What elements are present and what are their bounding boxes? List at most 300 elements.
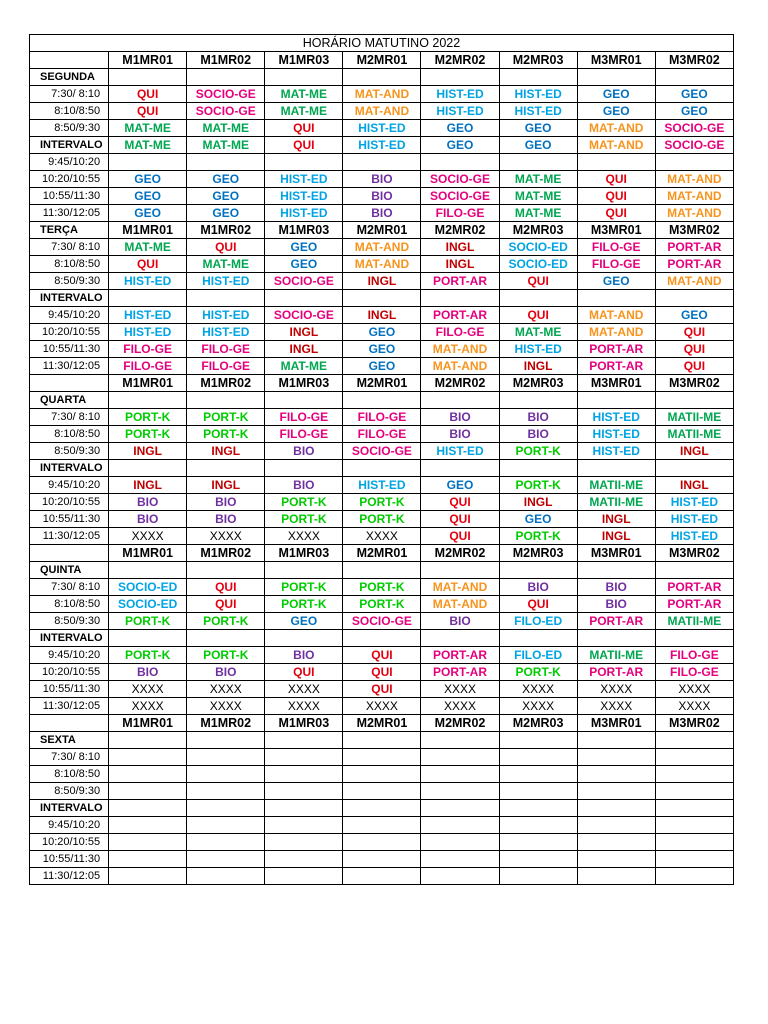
subject-cell: SOCIO-GE [421,188,499,205]
subject-cell [655,868,733,885]
subject-cell [655,783,733,800]
subject-cell: GEO [265,256,343,273]
day-row [30,562,734,579]
day-label: INTERVALO [30,630,109,647]
subject-cell [343,630,421,647]
time-slot-row [30,341,734,358]
subject-cell: MAT-ME [265,86,343,103]
subject-cell: SOCIO-GE [655,137,733,154]
time-slot-label: 10:55/11:30 [30,681,109,698]
subject-cell [109,562,187,579]
subject-cell: MAT-AND [343,239,421,256]
subject-cell: MATII-ME [577,494,655,511]
time-slot-label: 10:55/11:30 [30,511,109,528]
subject-cell: PORT-K [109,426,187,443]
time-slot-label: 11:30/12:05 [30,698,109,715]
subject-cell: MATII-ME [655,409,733,426]
subject-cell: MAT-ME [265,103,343,120]
time-slot-label: 7:30/ 8:10 [30,409,109,426]
class-column-header: M1MR03 [265,222,343,239]
subject-cell: INGL [343,273,421,290]
subject-cell: MAT-ME [109,120,187,137]
class-column-header: M1MR03 [265,715,343,732]
subject-cell: QUI [343,681,421,698]
subject-cell: XXXX [577,681,655,698]
subject-cell: FILO-GE [265,409,343,426]
subject-cell: PORT-K [265,579,343,596]
subject-cell [655,562,733,579]
subject-cell: MAT-AND [655,171,733,188]
day-label: INTERVALO [30,290,109,307]
subject-cell: PORT-AR [577,613,655,630]
subject-cell [577,290,655,307]
subject-cell: GEO [499,120,577,137]
time-slot-row [30,307,734,324]
subject-cell: XXXX [265,681,343,698]
time-slot-row [30,154,734,171]
time-slot-row [30,868,734,885]
subject-cell [421,460,499,477]
subject-cell: PORT-K [187,426,265,443]
time-slot-label: 11:30/12:05 [30,528,109,545]
subject-cell: INGL [421,256,499,273]
subject-cell: FILO-GE [421,205,499,222]
day-row [30,800,734,817]
subject-cell [265,800,343,817]
time-slot-label: 7:30/ 8:10 [30,749,109,766]
subject-cell [577,460,655,477]
subject-cell: PORT-AR [655,596,733,613]
time-slot-label: 11:30/12:05 [30,205,109,222]
subject-cell [499,69,577,86]
time-slot-row [30,120,734,137]
subject-cell [109,766,187,783]
subject-cell [343,766,421,783]
class-column-header: M3MR01 [577,375,655,392]
subject-cell [187,290,265,307]
subject-cell: HIST-ED [577,443,655,460]
subject-cell: MAT-ME [109,239,187,256]
subject-cell: MAT-AND [421,579,499,596]
subject-cell [265,460,343,477]
subject-cell: SOCIO-ED [499,239,577,256]
subject-cell: HIST-ED [265,171,343,188]
subject-cell: INGL [343,307,421,324]
class-column-header: M2MR03 [499,222,577,239]
subject-cell: MAT-ME [499,324,577,341]
subject-cell: GEO [577,273,655,290]
class-column-header: M1MR03 [265,52,343,69]
subject-cell [187,851,265,868]
subject-cell [109,800,187,817]
subject-cell [187,817,265,834]
subject-cell: QUI [499,596,577,613]
subject-cell: GEO [187,188,265,205]
time-slot-row [30,851,734,868]
subject-cell [499,868,577,885]
subject-cell: XXXX [187,528,265,545]
subject-cell: SOCIO-GE [265,307,343,324]
subject-cell: GEO [265,613,343,630]
subject-cell: HIST-ED [187,273,265,290]
subject-cell: BIO [499,579,577,596]
subject-cell: INGL [109,443,187,460]
subject-cell [265,732,343,749]
time-slot-row [30,477,734,494]
time-slot-row [30,188,734,205]
subject-cell [421,834,499,851]
subject-cell: MAT-ME [499,171,577,188]
class-header-row [30,52,734,69]
subject-cell: GEO [655,103,733,120]
subject-cell [187,630,265,647]
subject-cell: BIO [421,409,499,426]
subject-cell: XXXX [577,698,655,715]
day-row [30,69,734,86]
subject-cell: FILO-GE [109,341,187,358]
class-header-row [30,222,734,239]
subject-cell: PORT-AR [421,664,499,681]
subject-cell [499,290,577,307]
day-row [30,290,734,307]
subject-cell: BIO [421,426,499,443]
day-label: TERÇA [30,222,109,239]
subject-cell [499,460,577,477]
subject-cell [187,69,265,86]
subject-cell: PORT-AR [421,307,499,324]
schedule-body [30,35,734,885]
class-column-header: M2MR02 [421,715,499,732]
class-column-header: M1MR01 [109,222,187,239]
class-header-row [30,375,734,392]
day-label [30,545,109,562]
subject-cell: MAT-AND [421,596,499,613]
time-slot-label: 8:50/9:30 [30,273,109,290]
subject-cell [343,800,421,817]
time-slot-label: 8:50/9:30 [30,443,109,460]
subject-cell: PORT-AR [577,358,655,375]
subject-cell [655,749,733,766]
time-slot-row [30,528,734,545]
subject-cell: QUI [187,239,265,256]
subject-cell [421,766,499,783]
subject-cell: SOCIO-GE [265,273,343,290]
subject-cell [109,834,187,851]
subject-cell [655,154,733,171]
subject-cell: MAT-AND [343,256,421,273]
subject-cell: QUI [655,324,733,341]
day-row [30,137,734,154]
subject-cell: MAT-AND [421,358,499,375]
subject-cell: GEO [265,239,343,256]
subject-cell: GEO [655,86,733,103]
time-slot-row [30,426,734,443]
class-column-header: M1MR01 [109,375,187,392]
subject-cell: SOCIO-GE [421,171,499,188]
class-column-header: M2MR01 [343,222,421,239]
subject-cell [265,834,343,851]
subject-cell: QUI [577,205,655,222]
class-column-header: M1MR02 [187,715,265,732]
subject-cell: BIO [577,579,655,596]
subject-cell: SOCIO-GE [655,120,733,137]
subject-cell: INGL [187,443,265,460]
time-slot-row [30,664,734,681]
subject-cell: INGL [655,443,733,460]
subject-cell [577,562,655,579]
subject-cell: SOCIO-ED [109,596,187,613]
time-slot-row [30,511,734,528]
subject-cell: QUI [343,647,421,664]
subject-cell: INGL [577,528,655,545]
day-row [30,732,734,749]
subject-cell [187,732,265,749]
subject-cell [499,783,577,800]
subject-cell [265,154,343,171]
subject-cell: XXXX [343,528,421,545]
subject-cell: FILO-ED [499,647,577,664]
subject-cell [499,766,577,783]
subject-cell: QUI [421,511,499,528]
subject-cell [577,868,655,885]
title-row [30,35,734,52]
subject-cell: FILO-GE [577,239,655,256]
class-column-header: M1MR02 [187,375,265,392]
subject-cell [343,817,421,834]
subject-cell: QUI [577,188,655,205]
subject-cell: BIO [109,664,187,681]
subject-cell [421,783,499,800]
subject-cell: BIO [109,494,187,511]
subject-cell: XXXX [655,681,733,698]
subject-cell: GEO [421,120,499,137]
subject-cell [577,817,655,834]
subject-cell: XXXX [109,681,187,698]
subject-cell [265,817,343,834]
subject-cell: BIO [343,205,421,222]
subject-cell: INGL [655,477,733,494]
time-slot-label: 8:50/9:30 [30,783,109,800]
class-column-header: M3MR02 [655,715,733,732]
subject-cell: SOCIO-ED [109,579,187,596]
day-label: QUINTA [30,562,109,579]
subject-cell [343,868,421,885]
subject-cell [343,460,421,477]
subject-cell: GEO [109,205,187,222]
subject-cell: PORT-AR [655,579,733,596]
class-column-header: M3MR01 [577,715,655,732]
time-slot-row [30,579,734,596]
subject-cell [421,851,499,868]
subject-cell: GEO [187,205,265,222]
subject-cell: MAT-AND [577,137,655,154]
time-slot-row [30,256,734,273]
subject-cell [343,562,421,579]
subject-cell: INGL [265,341,343,358]
time-slot-label: 10:20/10:55 [30,171,109,188]
time-slot-label: 10:55/11:30 [30,188,109,205]
subject-cell [577,749,655,766]
class-column-header: M3MR02 [655,545,733,562]
subject-cell [655,834,733,851]
subject-cell: XXXX [421,698,499,715]
subject-cell [265,851,343,868]
class-column-header: M1MR02 [187,545,265,562]
subject-cell [577,800,655,817]
subject-cell [499,834,577,851]
subject-cell [265,868,343,885]
time-slot-row [30,358,734,375]
time-slot-label: 10:20/10:55 [30,324,109,341]
time-slot-row [30,613,734,630]
subject-cell: INGL [421,239,499,256]
subject-cell [343,392,421,409]
subject-cell: QUI [265,120,343,137]
subject-cell: XXXX [421,681,499,698]
subject-cell: PORT-K [343,596,421,613]
subject-cell: BIO [187,664,265,681]
subject-cell [421,154,499,171]
subject-cell: XXXX [265,528,343,545]
subject-cell [109,392,187,409]
time-slot-row [30,647,734,664]
subject-cell: GEO [187,171,265,188]
subject-cell [109,290,187,307]
time-slot-row [30,239,734,256]
subject-cell: HIST-ED [187,307,265,324]
day-label [30,52,109,69]
subject-cell [499,630,577,647]
subject-cell: PORT-K [265,494,343,511]
subject-cell: HIST-ED [655,511,733,528]
subject-cell: GEO [343,324,421,341]
subject-cell [343,732,421,749]
subject-cell [655,817,733,834]
subject-cell: MATII-ME [577,477,655,494]
subject-cell [421,800,499,817]
subject-cell: PORT-K [187,613,265,630]
subject-cell: QUI [187,579,265,596]
subject-cell: BIO [499,409,577,426]
subject-cell: XXXX [187,698,265,715]
subject-cell: MAT-AND [343,103,421,120]
subject-cell: PORT-K [499,477,577,494]
subject-cell: PORT-K [499,664,577,681]
day-label: SEXTA [30,732,109,749]
subject-cell [577,783,655,800]
subject-cell [499,817,577,834]
class-header-row [30,715,734,732]
subject-cell: MAT-AND [343,86,421,103]
subject-cell: MAT-AND [655,205,733,222]
subject-cell [343,834,421,851]
schedule-table [29,34,734,885]
subject-cell: FILO-GE [343,426,421,443]
time-slot-row [30,834,734,851]
subject-cell: INGL [265,324,343,341]
time-slot-label: 9:45/10:20 [30,154,109,171]
subject-cell [577,834,655,851]
subject-cell: MAT-AND [577,307,655,324]
subject-cell: QUI [187,596,265,613]
class-column-header: M2MR03 [499,375,577,392]
time-slot-row [30,443,734,460]
subject-cell: PORT-K [187,647,265,664]
subject-cell: XXXX [343,698,421,715]
subject-cell: INGL [499,358,577,375]
subject-cell: HIST-ED [421,443,499,460]
subject-cell: FILO-GE [109,358,187,375]
time-slot-row [30,86,734,103]
time-slot-label: 9:45/10:20 [30,477,109,494]
subject-cell [343,154,421,171]
time-slot-label: 8:10/8:50 [30,766,109,783]
subject-cell [421,749,499,766]
subject-cell: PORT-K [187,409,265,426]
subject-cell: FILO-GE [187,341,265,358]
subject-cell: BIO [265,477,343,494]
subject-cell [109,732,187,749]
subject-cell: FILO-GE [343,409,421,426]
subject-cell: PORT-AR [655,239,733,256]
subject-cell: XXXX [499,698,577,715]
subject-cell: HIST-ED [109,307,187,324]
subject-cell [499,749,577,766]
class-column-header: M1MR03 [265,545,343,562]
subject-cell: PORT-AR [421,273,499,290]
subject-cell: BIO [499,426,577,443]
time-slot-label: 8:10/8:50 [30,596,109,613]
day-label: INTERVALO [30,800,109,817]
class-column-header: M3MR02 [655,375,733,392]
subject-cell: MATII-ME [655,426,733,443]
time-slot-label: 10:20/10:55 [30,494,109,511]
time-slot-label: 10:20/10:55 [30,834,109,851]
subject-cell: QUI [109,103,187,120]
subject-cell: FILO-GE [577,256,655,273]
day-label: INTERVALO [30,137,109,154]
subject-cell: SOCIO-ED [499,256,577,273]
time-slot-label: 7:30/ 8:10 [30,86,109,103]
subject-cell: PORT-AR [421,647,499,664]
subject-cell [109,630,187,647]
time-slot-label: 7:30/ 8:10 [30,239,109,256]
subject-cell [187,392,265,409]
subject-cell: HIST-ED [421,86,499,103]
subject-cell: QUI [421,494,499,511]
time-slot-label: 8:10/8:50 [30,426,109,443]
subject-cell: PORT-AR [577,664,655,681]
subject-cell: PORT-K [499,443,577,460]
time-slot-label: 8:50/9:30 [30,120,109,137]
subject-cell: MAT-ME [187,256,265,273]
subject-cell [109,851,187,868]
subject-cell [343,749,421,766]
subject-cell: MAT-AND [655,188,733,205]
subject-cell: FILO-GE [421,324,499,341]
time-slot-row [30,698,734,715]
class-column-header: M1MR02 [187,222,265,239]
day-label: SEGUNDA [30,69,109,86]
class-column-header: M2MR01 [343,375,421,392]
subject-cell [109,154,187,171]
subject-cell: FILO-ED [499,613,577,630]
subject-cell: PORT-K [109,647,187,664]
subject-cell [109,817,187,834]
subject-cell [265,69,343,86]
subject-cell: SOCIO-GE [343,613,421,630]
subject-cell [109,69,187,86]
